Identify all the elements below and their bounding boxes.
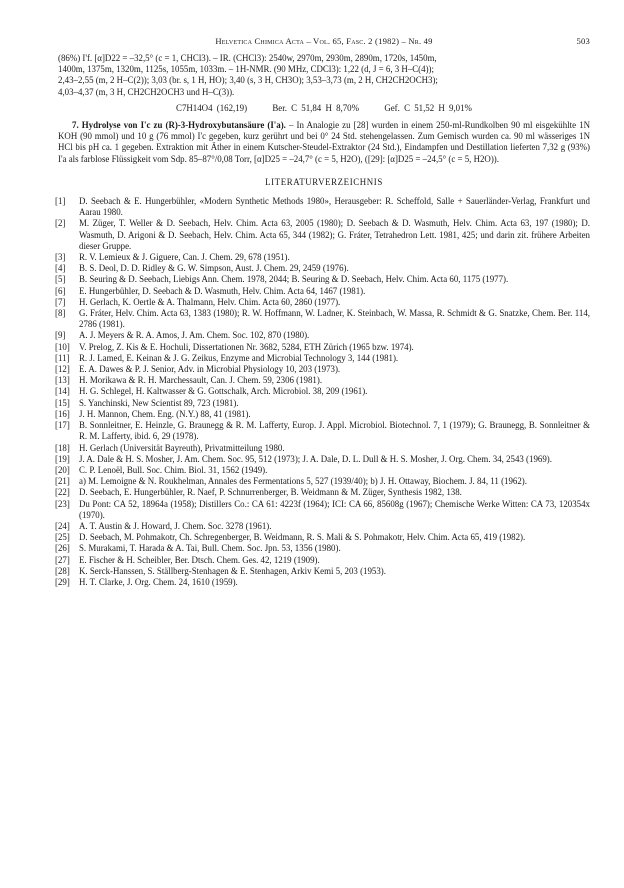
section-7-paragraph bbox=[58, 120, 590, 165]
reference-text: E. A. Dawes & P. J. Senior, Adv. in Microbial Physiology 10, 203 (1973). bbox=[79, 364, 341, 375]
reference-number: [24] bbox=[55, 520, 70, 531]
reference-list bbox=[55, 196, 590, 588]
ir-nmr-line-2: 1400m, 1375m, 1320m, 1125s, 1055m, 1033m. – 1H-NMR. (90 MHz, CDCl3): 1,22 (d, J = 6, 3 H–C(4)); bbox=[58, 64, 434, 75]
reference-number: [8] bbox=[55, 308, 66, 319]
reference-item bbox=[55, 397, 590, 409]
reference-text: H. G. Schlegel, H. Kaltwasser & G. Gottschalk, Arch. Microbiol. 38, 209 (1961). bbox=[79, 386, 368, 397]
reference-number: [13] bbox=[55, 375, 70, 386]
reference-text: a) M. Lemoigne & N. Roukhelman, Annales des Fermentations 5, 527 (1939/40); b) J. H. Ottaway, Biochem. J. 84, 11 (1962). bbox=[79, 476, 527, 487]
reference-number: [3] bbox=[55, 252, 66, 263]
reference-number: [5] bbox=[55, 274, 66, 285]
reference-text: J. H. Mannon, Chem. Eng. (N.Y.) 88, 41 (1981). bbox=[79, 408, 251, 419]
reference-text: K. Serck-Hanssen, S. Ställberg-Stenhagen & E. Stenhagen, Arkiv Kemi 5, 203 (1953). bbox=[79, 565, 386, 576]
reference-number: [21] bbox=[55, 476, 70, 487]
reference-text: C. P. Lenoël, Bull. Soc. Chim. Biol. 31, 1562 (1949). bbox=[79, 464, 268, 475]
reference-text: B. S. Deol, D. D. Ridley & G. W. Simpson, Aust. J. Chem. 29, 2459 (1976). bbox=[79, 263, 349, 274]
ir-nmr-line-3: 2,43–2,55 (m, 2 H–C(2)); 3,03 (br. s, 1 H, HO); 3,40 (s, 3 H, CH3O); 3,53–3,73 (m, 2 H, CH2CH2OCH3); bbox=[58, 75, 438, 86]
reference-number: [7] bbox=[55, 296, 66, 307]
reference-item bbox=[55, 274, 590, 285]
reference-item bbox=[55, 386, 590, 397]
reference-number: [9] bbox=[55, 330, 66, 341]
reference-item bbox=[55, 442, 590, 454]
reference-text: S. Yanchinski, New Scientist 89, 723 (1981). bbox=[79, 397, 239, 408]
reference-number: [23] bbox=[55, 498, 70, 509]
reference-number: [6] bbox=[55, 285, 66, 296]
reference-text: R. V. Lemieux & J. Giguere, Can. J. Chem. 29, 678 (1951). bbox=[79, 252, 290, 263]
reference-item bbox=[55, 218, 590, 252]
reference-text: H. Gerlach, K. Oertle & A. Thalmann, Helv. Chim. Acta 60, 2860 (1977). bbox=[79, 296, 341, 307]
reference-text: B. Seuring & D. Seebach, Liebigs Ann. Chem. 1978, 2044; B. Seuring & D. Seebach, Helv. Chim. Acta 60, 1175 (1977). bbox=[79, 274, 509, 285]
molecular-formula: C7H14O4 (162,19) bbox=[176, 102, 248, 113]
journal-title: Helvetica Chimica Acta – Vol. 65, Fasc. 2 (1982) – Nr. 49 bbox=[215, 36, 433, 46]
reference-item bbox=[55, 330, 590, 341]
reference-item bbox=[55, 543, 590, 554]
reference-number: [20] bbox=[55, 464, 70, 475]
reference-item bbox=[55, 487, 590, 498]
reference-text: M. Züger, T. Weller & D. Seebach, Helv. Chim. Acta 63, 2005 (1980); D. Seebach & D. Wasmuth, Helv. Chim. Acta 63, 197 (1980); D. Wasmuth, D. Arigoni & D. Seebach, Helv. Chim. Acta 65, 344 (1982); G. Fráter, Tetrahedron Lett. 1981, 425; und darin zit. frühere Arbeiten dieser Gruppe. bbox=[79, 218, 590, 251]
reference-item bbox=[55, 285, 590, 297]
reference-item bbox=[55, 408, 590, 420]
experimental-continuation bbox=[58, 53, 590, 98]
reference-item bbox=[55, 352, 590, 364]
section-7-text: – In Analogie zu [28] wurden in einem 250-ml-Rundkolben 90 ml eisgekühlte 1N KOH (90 mmol) und 10 g (76 mmol) I'c gegeben, kurz gerührt und bei 0° 24 Std. stehengelassen. Zum Gemisch wurden ca. 90 ml wässeriges 1N HCl bis pH ca. 1 gegeben. Extraktion mit Äther in einem Kutscher-Steudel-Extraktor (24 Std.), Eindampfen und Destillation lieferten 7,32 g (93%) I'a als farblose Flüssigkeit vom Sdp. 85–87°/0,08 Torr, [α]D25 = –24,7° (c = 5, H2O), ([29]: [α]D25 = –24,5° (c = 5, H2O)). bbox=[58, 120, 590, 164]
reference-text: G. Fráter, Helv. Chim. Acta 63, 1383 (1980); R. W. Hoffmann, W. Ladner, K. Steinbach, W. Massa, R. Schmidt & G. Snatzke, Chem. Ber. 114, 2786 (1981). bbox=[79, 308, 590, 330]
reference-item bbox=[55, 476, 590, 487]
reference-number: [17] bbox=[55, 420, 70, 431]
reference-text: R. J. Lamed, E. Keinan & J. G. Zeikus, Enzyme and Microbial Technology 3, 144 (1981). bbox=[79, 352, 399, 363]
reference-number: [14] bbox=[55, 386, 70, 397]
ir-nmr-line-4: 4,03–4,37 (m, 3 H, CH2CH2OCH3 und H–C(3)). bbox=[58, 86, 235, 97]
reference-text: A. J. Meyers & R. A. Amos, J. Am. Chem. Soc. 102, 870 (1980). bbox=[79, 330, 310, 341]
reference-text: A. T. Austin & J. Howard, J. Chem. Soc. 3278 (1961). bbox=[79, 520, 272, 531]
reference-text: Du Pont: CA 52, 18964a (1958); Distillers Co.: CA 61: 4223f (1964); ICI: CA 66, 85608g (1967); Chemische Werke Witten: CA 73, 120354x (1970). bbox=[79, 498, 590, 520]
reference-number: [10] bbox=[55, 341, 70, 352]
reference-number: [19] bbox=[55, 453, 70, 464]
reference-item bbox=[55, 308, 590, 330]
found-values: Gef. C 51,52 H 9,01% bbox=[384, 102, 472, 113]
reference-item bbox=[55, 196, 590, 218]
reference-number: [15] bbox=[55, 397, 70, 408]
reference-text: J. A. Dale & H. S. Mosher, J. Am. Chem. Soc. 95, 512 (1973); J. A. Dale, D. L. Dull & H. S. Mosher, J. Org. Chem. 34, 2543 (1969). bbox=[79, 453, 552, 464]
section-7-title: 7. Hydrolyse von I'c zu (R)-3-Hydroxybutansäure (I'a). bbox=[72, 120, 286, 131]
reference-text: E. Hungerbühler, D. Seebach & D. Wasmuth, Helv. Chim. Acta 64, 1467 (1981). bbox=[79, 285, 366, 296]
reference-item bbox=[55, 532, 590, 543]
reference-text: D. Seebach, E. Hungerbühler, R. Naef, P. Schnurrenberger, B. Weidmann & M. Züger, Synthesis 1982, 138. bbox=[79, 487, 462, 498]
page-number: 503 bbox=[576, 36, 590, 46]
reference-text: H. Gerlach (Universität Bayreuth), Privatmitteilung 1980. bbox=[79, 442, 285, 453]
reference-number: [12] bbox=[55, 364, 70, 375]
reference-number: [2] bbox=[55, 218, 66, 229]
reference-item bbox=[55, 420, 590, 442]
reference-item bbox=[55, 252, 590, 263]
reference-item bbox=[55, 565, 590, 577]
reference-item bbox=[55, 464, 590, 476]
reference-text: E. Fischer & H. Scheibler, Ber. Dtsch. Chem. Ges. 42, 1219 (1909). bbox=[79, 554, 320, 565]
reference-item bbox=[55, 576, 590, 588]
elemental-analysis bbox=[58, 103, 590, 114]
reference-number: [22] bbox=[55, 487, 70, 498]
reference-number: [16] bbox=[55, 408, 70, 419]
reference-item bbox=[55, 375, 590, 386]
reference-number: [25] bbox=[55, 532, 70, 543]
reference-text: V. Prelog, Z. Kis & E. Hochuli, Dissertationen Nr. 3682, 5284, ETH Zürich (1965 bzw. 1974). bbox=[79, 341, 414, 352]
reference-item bbox=[55, 263, 590, 274]
reference-item bbox=[55, 341, 590, 353]
reference-item bbox=[55, 498, 590, 521]
reference-number: [11] bbox=[55, 352, 70, 363]
reference-number: [29] bbox=[55, 576, 70, 587]
reference-item bbox=[55, 453, 590, 465]
reference-number: [27] bbox=[55, 554, 70, 565]
ir-nmr-line-1: (86%) I'f. [α]D22 = –32,5° (c = 1, CHCl3). – IR. (CHCl3): 2540w, 2970m, 2930m, 2890m, 1720s, 1450m, bbox=[58, 53, 437, 63]
reference-item bbox=[55, 554, 590, 566]
reference-text: H. Morikawa & R. H. Marchessault, Can. J. Chem. 59, 2306 (1981). bbox=[79, 375, 323, 386]
reference-text: H. T. Clarke, J. Org. Chem. 24, 1610 (1959). bbox=[79, 576, 238, 587]
reference-text: D. Seebach, M. Pohmakotr, Ch. Schregenberger, B. Weidmann, R. S. Mali & S. Pohmakotr, Helv. Chim. Acta 65, 419 (1982). bbox=[79, 532, 526, 543]
reference-number: [26] bbox=[55, 543, 70, 554]
reference-text: S. Murakami, T. Harada & A. Tai, Bull. Chem. Soc. Jpn. 53, 1356 (1980). bbox=[79, 543, 341, 554]
reference-number: [18] bbox=[55, 442, 70, 453]
reference-item bbox=[55, 364, 590, 375]
references-heading: LITERATURVERZEICHNIS bbox=[265, 176, 383, 187]
reference-number: [28] bbox=[55, 565, 70, 576]
reference-text: D. Seebach & E. Hungerbühler, «Modern Synthetic Methods 1980», Herausgeber: R. Scheffold, Salle + Sauerländer-Verlag, Frankfurt und Aarau 1980. bbox=[79, 196, 590, 218]
calculated-values: Ber. C 51,84 H 8,70% bbox=[272, 102, 360, 113]
reference-item bbox=[55, 520, 590, 532]
running-header bbox=[58, 36, 590, 50]
reference-number: [1] bbox=[55, 196, 66, 207]
reference-number: [4] bbox=[55, 263, 66, 274]
reference-text: B. Sonnleitner, E. Heinzle, G. Braunegg & R. M. Lafferty, Europ. J. Appl. Microbiol. Biotechnol. 7, 1 (1979); G. Braunegg, B. Sonnleitner & R. M. Lafferty, ibid. 6, 29 (1978). bbox=[79, 420, 590, 442]
reference-item bbox=[55, 296, 590, 308]
